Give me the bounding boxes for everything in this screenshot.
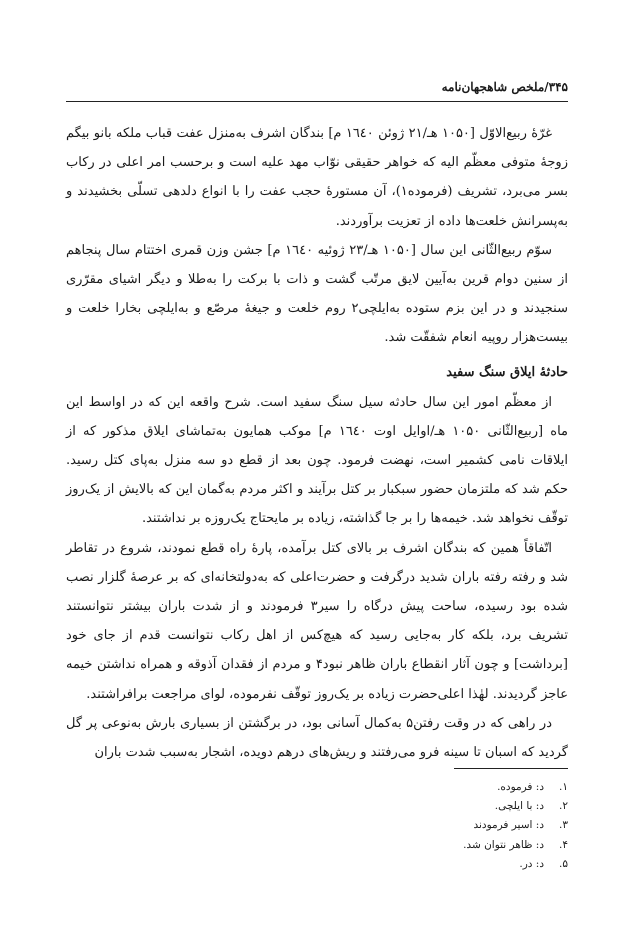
paragraph-5: در راهی که در وقت رفتن۵ به‌کمال آسانی بود، در برگشتن از بسیاری بارش به‌نوعی پر گل گردید که اسبان تا سینه فرو می‌رفتند و ریش‌های درهم دویده، اشجار به‌سبب شدت باران <box>66 715 568 761</box>
paragraph-2: سوّم ربیع‌الثّانی این سال [۱۰۵۰ هـ/۲۳ ژوئیه ١٦٤٠ م] جشن وزن قمری اختتام سال پنجاهم از سنین دوام قرین به‌آیین لایق مرتّب گشت و ذات با برکت را به‌طلا و دیگر اشیای مقرّری سنجیدند و در این بزم ستوده به‌ایلچی۲ روم خلعت و جیغهٔ مرصّع و به‌ایلچی بخارا خلعت و بیست‌هزار روپیه انعام شفقّت شد. <box>66 242 568 346</box>
paragraph-4: اتّفاقاً همین که بندگان اشرف بر بالای کتل برآمده، پارهٔ راه قطع نمودند، شروع در تقاطر شد و رفته رفته باران شدید درگرفت و حضرت‌اعلی که به‌دولتخانه‌ای که بر عرصهٔ گلزار نصب شده بود رسیده، ساحت پیش درگاه را سیر۳ فرمودند و از شدت باران بیشتر نتوانستند تشریف برد، بلکه کار به‌جایی رسید که هیچ‌کس از اهل رکاب نتوانست قدم از جای خود [برداشت] و چون آثار انقطاع باران ظاهر نبود۴ و مردم از فقدان آذوقه و همراه نداشتن خیمه عاجز گردیدند. لهٰذا اعلی‌حضرت زیاده بر یک‌روز توقّف نفرموده، لوای مراجعت برافراشتند. <box>66 540 568 702</box>
footnote-number: ۳. <box>559 819 568 832</box>
footnote-text: د: در. <box>519 857 544 870</box>
header-rule <box>66 101 568 102</box>
paragraph-1: غرّهٔ ربیع‌الاوّل [۱۰۵۰ هـ/۲۱ ژوئن ١٦٤٠ م] بندگان اشرف به‌منزل عفت قباب ملکه بانو بیگم زوجهٔ متوفی معظّم الیه که خواهر حقیقی نوّاب مهد علیه است و برحسب امر اعلی در رکاب بسر می‌برد، تشریف (فرموده۱)، آن مستورهٔ حجب عفت را با انواع دلدهی تسلّی بخشیدند و به‌پسرانش خلعت‌ها داده از تعزیت برآوردند. <box>66 126 569 229</box>
footnote-number: ۴. <box>559 838 568 851</box>
book-page <box>66 0 568 946</box>
footnote-number: ۵. <box>559 857 568 870</box>
footnote-number: ۱. <box>559 781 568 793</box>
footnote-text: د: ظاهر نتوان شد. <box>463 838 544 851</box>
section-heading: حادثهٔ ایلاق سنگ سفید <box>446 364 568 380</box>
footnote-rule <box>454 768 568 769</box>
footnote-2 <box>66 797 568 816</box>
footnote-5 <box>66 855 568 874</box>
footnote-3 <box>66 816 568 835</box>
footnote-1 <box>66 778 568 797</box>
running-header: ۳۴۵/ملخص شاهجهان‌نامه <box>441 80 568 94</box>
paragraph-3: از معظّم امور این سال حادثه سیل سنگ سفید است. شرح واقعه این که در اواسط این ماه [ربیع‌الثّانی ۱۰۵۰ هـ/اوایل اوت ١٦٤٠ م] موکب همایون به‌تماشای ایلاق مذکور که از ایلاقات نامی کشمیر است، نهضت فرمود. چون بعد از قطع دو سه منزل به‌پای کتل رسید. حکم شد که ملتزمان حضور سبکبار بر کتل برآیند و اکثر مردم به‌گمان این که بالایش از یک‌روز توقّف نخواهد شد. خیمه‌ها را بر جا گذاشته، زیاده بر مایحتاج یک‌روزه بر نداشتند. <box>66 394 568 527</box>
footnote-number: ۲. <box>559 800 568 813</box>
footnote-4 <box>66 836 568 855</box>
footnote-text: د: اسیر فرمودند <box>473 819 544 832</box>
footnote-text: د: فرموده. <box>497 781 544 793</box>
body-text <box>66 119 568 767</box>
footnotes <box>66 778 568 874</box>
footnote-text: د: با ایلچی. <box>494 800 544 813</box>
